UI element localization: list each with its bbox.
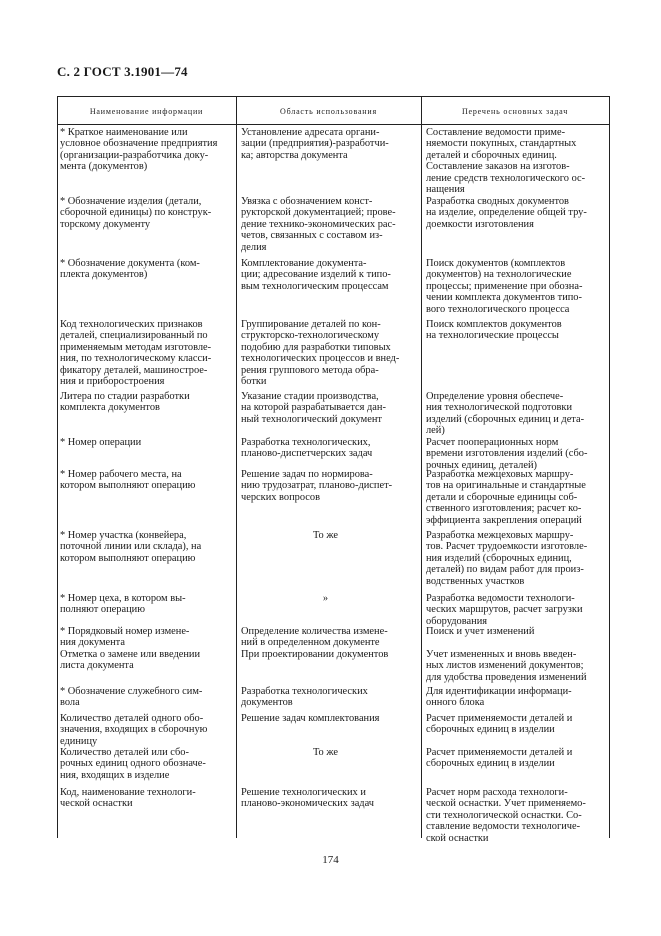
main-tasks-cell: Поиск документов (комплектов документов) на технологические процессы; применение при обозна- чении комплекта документов типо- вого технологического процесса xyxy=(426,258,583,315)
info-name-cell: Количество деталей или сбо- рочных единиц одного обозначе- ния, входящих в изделие xyxy=(60,747,206,781)
table-row xyxy=(57,649,609,686)
table-row xyxy=(57,626,609,649)
main-tasks-cell: Расчет пооперационных норм времени изготовления изделий (сбо- рочных единиц, деталей) xyxy=(426,437,588,471)
table-row xyxy=(57,196,609,258)
main-tasks-cell: Составление ведомости приме- няемости покупных, стандартных деталей и сборочных единиц. Составление заказов на изготов- ление средств технологического ос- нащения xyxy=(426,127,586,196)
header-separator xyxy=(57,124,609,125)
main-tasks-cell: Поиск и учет изменений xyxy=(426,626,535,637)
main-tasks-cell: Расчет применяемости деталей и сборочных единиц в изделии xyxy=(426,747,573,770)
usage-area-cell: Решение задач комплектования xyxy=(241,713,380,724)
usage-area-cell: Решение технологических и планово-экономических задач xyxy=(241,787,375,810)
usage-area-cell: Увязка с обозначением конст- рукторской документацией; прове- дение технико-экономических рас- четов, связанных с составом из- делия xyxy=(241,196,396,253)
info-name-cell: * Номер рабочего места, на котором выполняют операцию xyxy=(60,469,196,492)
usage-area-cell: То же xyxy=(312,530,338,541)
info-name-cell: Отметка о замене или введении листа документа xyxy=(60,649,201,672)
usage-area-cell: Указание стадии производства, на которой разрабатывается дан- ный технологический документ xyxy=(241,391,386,425)
info-name-cell: Код, наименование технологи- ческой оснастки xyxy=(60,787,196,810)
table-row xyxy=(57,747,609,787)
table-row xyxy=(57,530,609,593)
table-row xyxy=(57,593,609,626)
info-name-cell: * Номер цеха, в котором вы- полняют операцию xyxy=(60,593,186,616)
usage-area-cell: Группирование деталей по кон- структорско-технологическому подобию для разработки типовых технологических процессов и внед- рения группового метода обра- ботки xyxy=(241,319,400,388)
usage-area-cell: » xyxy=(322,593,329,604)
info-name-cell: Литера по стадии разработки комплекта документов xyxy=(60,391,190,414)
table-body xyxy=(57,127,609,847)
info-name-cell: * Обозначение служебного сим- вола xyxy=(60,686,203,709)
main-tasks-cell: Разработка сводных документов на изделие, определение общей тру- доемкости изготовления xyxy=(426,196,587,230)
usage-area-cell: Решение задач по нормирова- нию трудозатрат, планово-диспет- черских вопросов xyxy=(241,469,393,503)
table-right-border xyxy=(609,96,610,838)
column-header-name: Наименование информации xyxy=(89,107,204,116)
table-row xyxy=(57,686,609,713)
info-name-cell: * Номер участка (конвейера, поточной линии или склада), на котором выполняют операцию xyxy=(60,530,202,564)
main-tasks-cell: Учет измененных и вновь введен- ных листов изменений документов; для удобства проведения изменений xyxy=(426,649,587,683)
table-row xyxy=(57,787,609,847)
info-name-cell: * Обозначение документа (ком- плекта документов) xyxy=(60,258,200,281)
table-row xyxy=(57,258,609,319)
table-row xyxy=(57,127,609,196)
info-name-cell: * Порядковый номер измене- ния документа xyxy=(60,626,190,649)
table-row xyxy=(57,319,609,391)
usage-area-cell: Разработка технологических, планово-диспетчерских задач xyxy=(241,437,373,460)
usage-area-cell: То же xyxy=(312,747,338,758)
info-name-cell: Количество деталей одного обо- значения, входящих в сборочную единицу xyxy=(60,713,208,747)
main-tasks-cell: Расчет применяемости деталей и сборочных единиц в изделии xyxy=(426,713,573,736)
main-tasks-cell: Расчет норм расхода технологи- ческой оснастки. Учет применяемо- сти технологической оснастки. Со- ставление ведомости технологиче- ской оснастки xyxy=(426,787,586,844)
page-number: 174 xyxy=(322,854,339,866)
column-header-area: Область использования xyxy=(280,107,377,116)
table-row xyxy=(57,469,609,530)
info-name-cell: * Обозначение изделия (детали, сборочной единицы) по конструк- торскому документу xyxy=(60,196,212,230)
table-row xyxy=(57,437,609,469)
table-row xyxy=(57,713,609,747)
page-header: С. 2 ГОСТ 3.1901—74 xyxy=(57,64,188,79)
main-tasks-cell: Поиск комплектов документов на технологические процессы xyxy=(426,319,562,342)
table-top-rule xyxy=(57,96,609,97)
usage-area-cell: Разработка технологических документов xyxy=(241,686,368,709)
main-tasks-cell: Для идентификации информаци- онного блока xyxy=(426,686,572,709)
table-row xyxy=(57,391,609,437)
main-tasks-cell: Разработка межцеховых маршру- тов. Расчет трудоемкости изготовле- ния изделий (сборочных единиц, деталей) по видам работ для произ- водственных участков xyxy=(426,530,588,587)
info-name-cell: Код технологических признаков деталей, специализированный по применяемым методам изготовле- ния, по технологическому класси- фикатору деталей, машинострое- ния и приборостроения xyxy=(60,319,212,388)
main-tasks-cell: Разработка межцеховых маршру- тов на оригинальные и стандартные детали и сборочные единицы соб- ственного изготовления; расчет ко- эффициента закрепления операций xyxy=(426,469,586,526)
main-tasks-cell: Определение уровня обеспече- ния технологической подготовки изделий (сборочных единиц и дета- лей) xyxy=(426,391,585,437)
usage-area-cell: Определение количества измене- ний в определенном документе xyxy=(241,626,388,649)
usage-area-cell: Комплектование документа- ции; адресование изделий к типо- вым технологическим процессам xyxy=(241,258,391,292)
usage-area-cell: При проектировании документов xyxy=(241,649,389,660)
info-name-cell: * Краткое наименование или условное обозначение предприятия (организации-разработчика доку- мента (документов) xyxy=(60,127,218,173)
info-name-cell: * Номер операции xyxy=(60,437,142,448)
main-tasks-cell: Разработка ведомости технологи- ческих маршрутов, расчет загрузки оборудования xyxy=(426,593,583,627)
usage-area-cell: Установление адресата органи- зации (предприятия)-разработчи- ка; авторства документа xyxy=(241,127,389,161)
column-header-tasks: Перечень основных задач xyxy=(461,107,569,116)
